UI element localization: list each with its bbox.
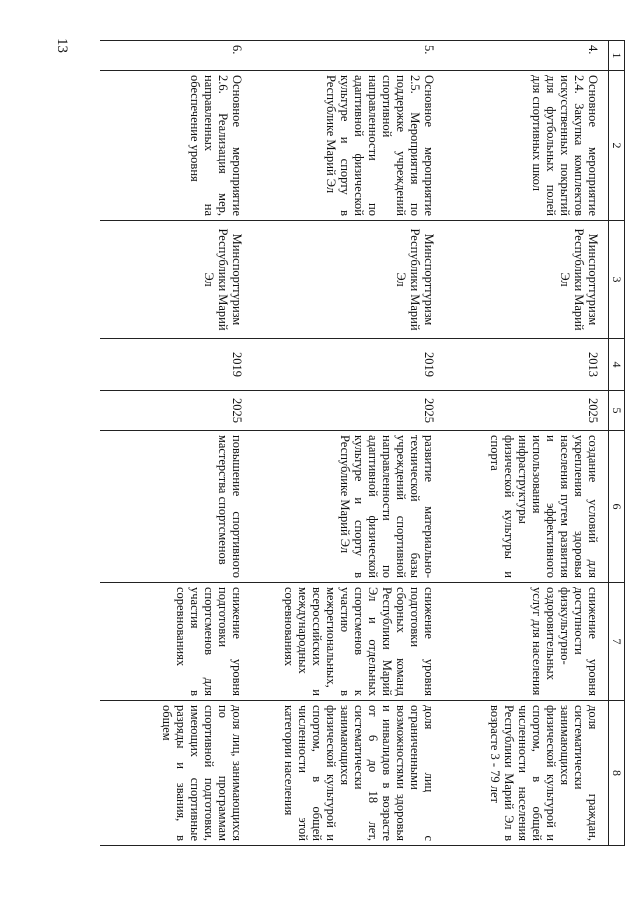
column-number: 4 — [608, 339, 624, 391]
column-number: 1 — [608, 41, 624, 71]
column-number: 5 — [608, 391, 624, 431]
related-indicator: доля граждан, систематически занимающихся физической культурой и спортом, в общей численности населения Республики Марий Эл в возрасте 3 - 79 лет — [446, 701, 609, 846]
start-year: 2019 — [254, 339, 446, 391]
non-implementation-consequence: снижение уровня подготовки спортсменов для участия в соревнованиях — [100, 583, 254, 701]
table-row — [254, 41, 446, 846]
program-measures-table — [100, 40, 625, 846]
start-year: 2019 — [100, 339, 254, 391]
executor: Минспорттуризм Республики Марий Эл — [254, 221, 446, 339]
expected-result: повышение спортивного мастерства спортсменов — [100, 431, 254, 583]
non-implementation-consequence: снижение уровня доступности физкультурно-оздоровительных услуг для населения — [446, 583, 609, 701]
column-number: 3 — [608, 221, 624, 339]
end-year: 2025 — [100, 391, 254, 431]
column-number: 2 — [608, 71, 624, 221]
column-number: 6 — [608, 431, 624, 583]
row-number: 5. — [254, 41, 446, 71]
expected-result: развитие материально-технической базы учреждений спортивной направленности по адаптивной физической культуре и спорту в Республике Марий Эл — [254, 431, 446, 583]
page-number: 13 — [54, 38, 70, 53]
row-number: 4. — [446, 41, 609, 71]
table-row — [100, 41, 254, 846]
executor: Минспорттуризм Республики Марий Эл — [100, 221, 254, 339]
measure-name: Основное мероприятие 2.5. Мероприятия по поддержке учреждений спортивной направленности по адаптивной физической культуре и спорту в Республике Марий Эл — [254, 71, 446, 221]
expected-result: создание условий для укрепления здоровья населения путем развития и эффективного использования инфраструктуры физической культуры и спорта — [446, 431, 609, 583]
executor: Минспорттуризм Республики Марий Эл — [446, 221, 609, 339]
row-number: 6. — [100, 41, 254, 71]
start-year: 2013 — [446, 339, 609, 391]
column-numbers-row — [608, 41, 624, 846]
measure-name: Основное мероприятие 2.4. Закупка комплектов искусственных покрытий для футбольных полей для спортивных школ — [446, 71, 609, 221]
table-row — [446, 41, 609, 846]
column-number: 8 — [608, 701, 624, 846]
measure-name: Основное мероприятие 2.6. Реализация мер, направленных на обеспечение уровня — [100, 71, 254, 221]
related-indicator: доля лиц, занимающихся по программам спортивной подготовки, имеющих спортивные разряды и звания, в общем — [100, 701, 254, 846]
column-number: 7 — [608, 583, 624, 701]
rotated-table-sheet — [115, 40, 625, 845]
end-year: 2025 — [446, 391, 609, 431]
non-implementation-consequence: снижение уровня подготовки сборных команд Республики Марий Эл и отдельных спортсменов к участию в межрегиональных, всероссийских и международных соревнованиях — [254, 583, 446, 701]
end-year: 2025 — [254, 391, 446, 431]
related-indicator: доля лиц с ограниченными возможностями здоровья и инвалидов в возрасте от 6 до 18 лет, систематически занимающихся физической культурой и спортом, в общей численности этой категории населения — [254, 701, 446, 846]
